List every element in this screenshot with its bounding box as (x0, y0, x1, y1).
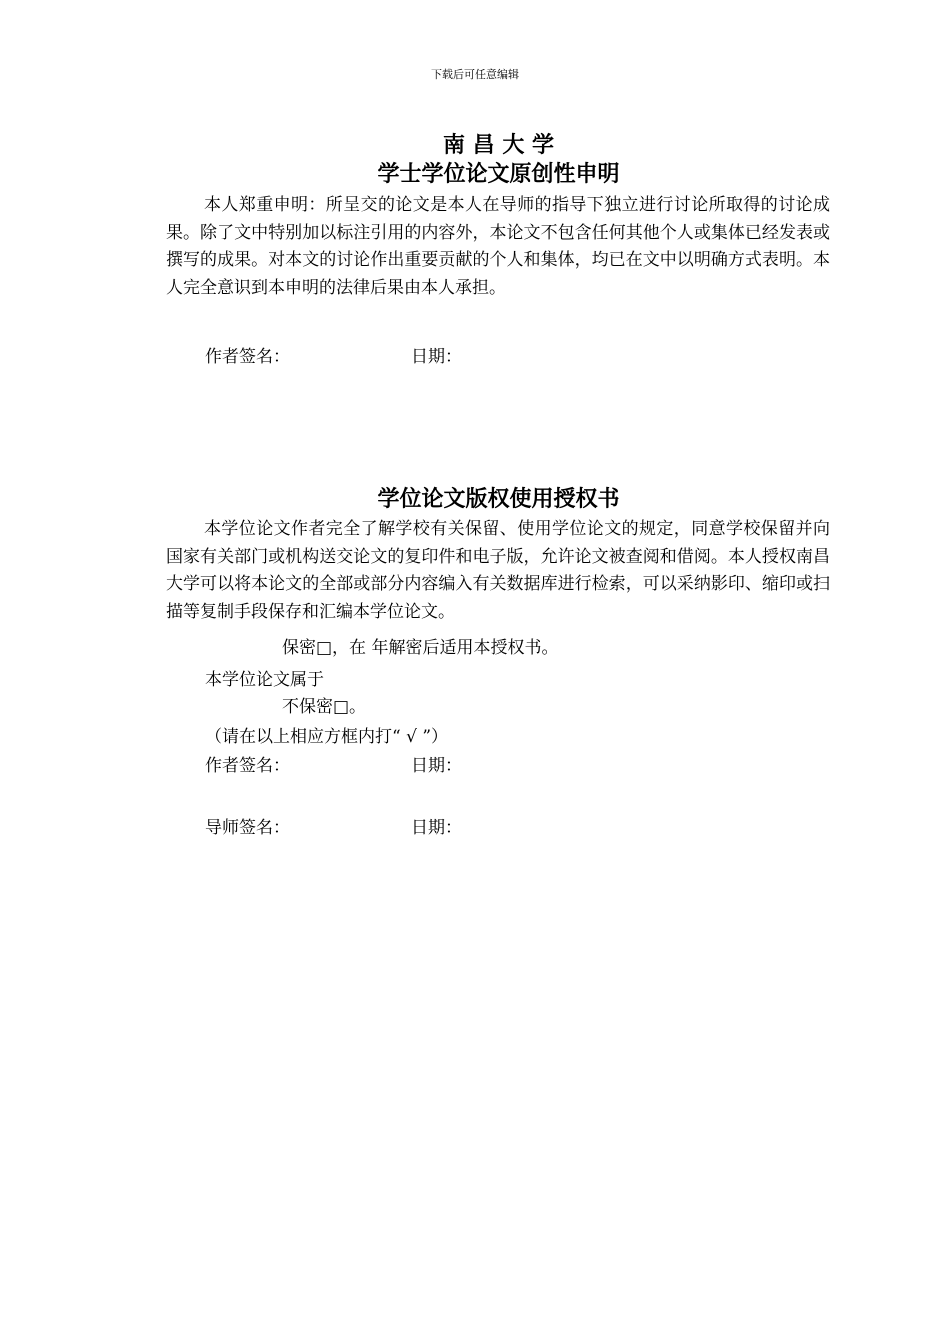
instruction-note: （请在以上相应方框内打“ √ ”） (205, 727, 449, 747)
declaration-title: 学士学位论文原创性申明 (377, 162, 620, 187)
advisor-date-label: 日期： (411, 818, 462, 838)
header-note: 下载后可任意编辑 (431, 68, 519, 81)
university-name: 南 昌 大 学 (443, 133, 554, 158)
advisor-sign-label: 导师签名： (205, 818, 290, 838)
belongs-label: 本学位论文属于 (205, 670, 324, 690)
declaration-author-sign-label: 作者签名： (205, 347, 290, 367)
authorization-body: 本学位论文作者完全了解学校有关保留、使用学位论文的规定，同意学校保留并向国家有关部门或机构送交论文的复印件和电子版，允许论文被查阅和借阅。本人授权南昌大学可以将本论文的全部或部分内容编入有关数据库进行检索，可以采纳影印、缩印或扫描等复制手段保存和汇编本学位论文。 (166, 519, 830, 622)
option-not-secret: 不保密□。 (282, 697, 367, 717)
option-secret: 保密□，在 年解密后适用本授权书。 (282, 638, 559, 658)
authorization-author-date-label: 日期： (411, 756, 462, 776)
authorization-author-sign-label: 作者签名： (205, 756, 290, 776)
declaration-body: 本人郑重申明：所呈交的论文是本人在导师的指导下独立进行讨论所取得的讨论成果。除了文中特别加以标注引用的内容外，本论文不包含任何其他个人或集体已经发表或撰写的成果。对本文的讨论作出重要贡献的个人和集体，均已在文中以明确方式表明。本人完全意识到本申明的法律后果由本人承担。 (166, 195, 830, 298)
authorization-title: 学位论文版权使用授权书 (377, 487, 620, 512)
declaration-date-label: 日期： (411, 347, 462, 367)
